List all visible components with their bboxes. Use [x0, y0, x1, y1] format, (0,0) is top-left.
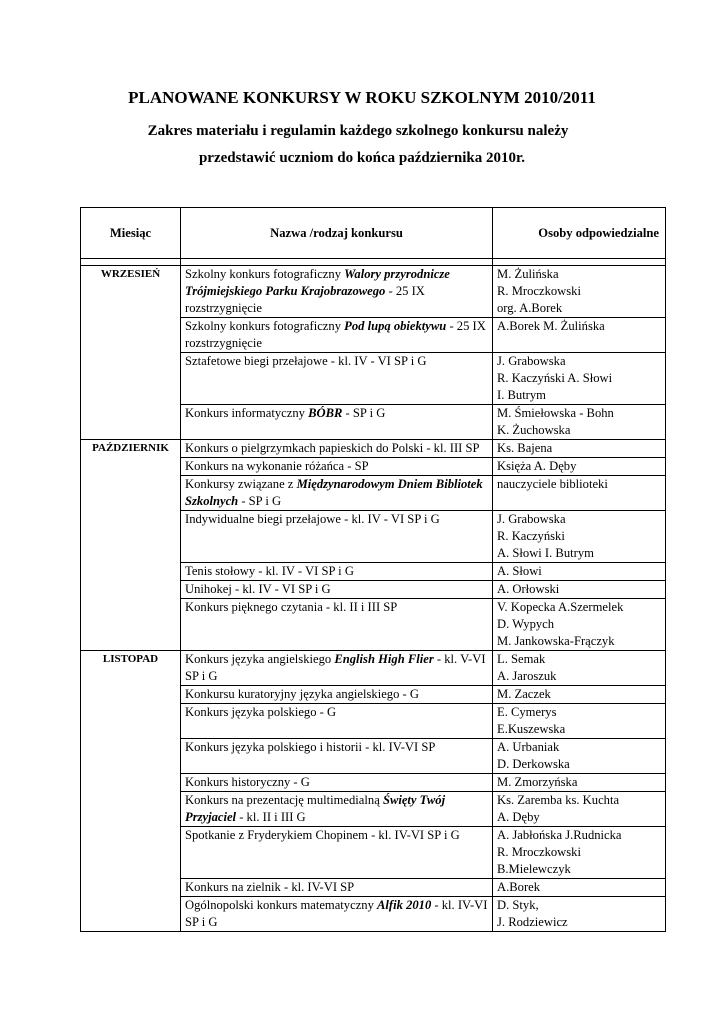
responsible-person: A. Dęby: [497, 810, 540, 824]
contest-title-emphasis: Święty Twój Przyjaciel: [185, 793, 446, 824]
responsible-person: A. Jabłońska J.Rudnicka: [497, 828, 622, 842]
contest-name-suffix: - SP i G: [238, 494, 282, 508]
responsible-person: M. Śmiełowska - Bohn: [497, 406, 614, 420]
contest-title-emphasis: English High Flier: [334, 652, 434, 666]
responsible-cell: [493, 879, 666, 897]
responsible-person: A.Borek: [497, 880, 541, 894]
subtitle-line-1: Zakres materiału i regulamin każdego szkolnego konkursu należy: [147, 123, 569, 139]
contest-name-cell: [181, 686, 493, 704]
responsible-cell: [493, 511, 666, 563]
contest-name-text: Konkursu kuratoryjny języka angielskiego - G: [185, 687, 419, 701]
responsible-person: D. Wypych: [497, 617, 555, 631]
contest-name-suffix: - kl. V-VI SP i G: [185, 652, 486, 683]
contest-name-cell: [181, 476, 493, 511]
responsible-person: Ks. Bajena: [497, 441, 553, 455]
contest-name-text: Konkurs na wykonanie różańca - SP: [185, 459, 369, 473]
responsible-cell: [493, 704, 666, 739]
responsible-person: R. Mroczkowski: [497, 845, 581, 859]
month-cell: LISTOPAD: [81, 651, 181, 932]
contest-name-suffix: - SP i G: [342, 406, 386, 420]
contest-name-suffix: - 25 IX rozstrzygnięcie: [185, 319, 486, 350]
contest-name-text: Konkurs na zielnik - kl. IV-VI SP: [185, 880, 355, 894]
contest-title-emphasis: BÓBR: [308, 406, 343, 420]
contest-name-cell: [181, 827, 493, 879]
responsible-person: J. Rodziewicz: [497, 915, 568, 929]
contest-title-emphasis: Międzynarodowym Dniem Bibliotek Szkolnych: [185, 477, 483, 508]
contest-title-emphasis: Alfik 2010: [377, 898, 432, 912]
contest-name-text: Konkurs historyczny - G: [185, 775, 310, 789]
responsible-person: M. Zmorzyńska: [497, 775, 578, 789]
contest-name-cell: [181, 739, 493, 774]
contest-name-cell: [181, 511, 493, 563]
contest-name-text: Konkurs informatyczny: [185, 406, 309, 420]
responsible-cell: [493, 651, 666, 686]
contest-name-text: Spotkanie z Fryderykiem Chopinem - kl. IV-VI SP i G: [185, 828, 460, 842]
responsible-person: J. Grabowska: [497, 354, 566, 368]
table-body: [81, 266, 666, 932]
responsible-person: nauczyciele biblioteki: [497, 477, 608, 491]
table-row: [81, 266, 666, 318]
responsible-person: M. Żulińska: [497, 267, 559, 281]
contest-name-cell: [181, 897, 493, 932]
header-spacer-row: [81, 259, 666, 266]
contest-plan-table: [80, 207, 666, 932]
contest-name-text: Sztafetowe biegi przełajowe - kl. IV - VI SP i G: [185, 354, 427, 368]
contest-name-cell: [181, 651, 493, 686]
responsible-cell: [493, 563, 666, 581]
contest-name-suffix: - kl. II i III G: [236, 810, 306, 824]
contest-name-cell: [181, 563, 493, 581]
contest-name-text: Ogólnopolski konkurs matematyczny: [185, 898, 378, 912]
contest-name-cell: [181, 318, 493, 353]
contest-name-cell: [181, 599, 493, 651]
contest-name-cell: [181, 704, 493, 739]
contest-name-cell: [181, 879, 493, 897]
contest-name-text: Unihokej - kl. IV - VI SP i G: [185, 582, 331, 596]
contest-name-cell: [181, 405, 493, 440]
responsible-cell: [493, 353, 666, 405]
responsible-person: M. Zaczek: [497, 687, 551, 701]
responsible-cell: [493, 266, 666, 318]
responsible-person: Księża A. Dęby: [497, 459, 577, 473]
table-header-row: [81, 208, 666, 259]
responsible-person: D. Derkowska: [497, 757, 570, 771]
contest-name-text: Konkurs języka polskiego - G: [185, 705, 337, 719]
responsible-person: org. A.Borek: [497, 301, 563, 315]
responsible-person: A.Borek M. Żulińska: [497, 319, 605, 333]
contest-name-cell: [181, 774, 493, 792]
responsible-person: A. Urbaniak: [497, 740, 560, 754]
responsible-cell: [493, 897, 666, 932]
responsible-cell: [493, 739, 666, 774]
contest-name-suffix: - 25 IX rozstrzygnięcie: [185, 284, 425, 315]
contest-name-suffix: - kl. IV-VI SP i G: [185, 898, 488, 929]
responsible-cell: [493, 686, 666, 704]
responsible-cell: [493, 405, 666, 440]
contest-name-text: Konkurs języka polskiego i historii - kl. IV-VI SP: [185, 740, 436, 754]
contest-name-cell: [181, 458, 493, 476]
page-title: PLANOWANE KONKURSY W ROKU SZKOLNYM 2010/2011: [128, 88, 596, 107]
responsible-cell: [493, 774, 666, 792]
responsible-cell: [493, 458, 666, 476]
responsible-person: E.Kuszewska: [497, 722, 566, 736]
responsible-person: A. Słowi: [497, 564, 542, 578]
header-contest-name: Nazwa /rodzaj konkursu: [181, 208, 493, 259]
responsible-cell: [493, 792, 666, 827]
responsible-cell: [493, 476, 666, 511]
responsible-person: M. Jankowska-Frączyk: [497, 634, 615, 648]
contest-name-text: Szkolny konkurs fotograficzny: [185, 267, 345, 281]
table-row: [81, 440, 666, 458]
header-month: Miesiąc: [81, 208, 181, 259]
contest-name-text: Konkurs o pielgrzymkach papieskich do Polski - kl. III SP: [185, 441, 480, 455]
responsible-person: I. Butrym: [497, 388, 546, 402]
month-cell: PAŹDZIERNIK: [81, 440, 181, 651]
responsible-person: R. Mroczkowski: [497, 284, 581, 298]
responsible-person: A. Jaroszuk: [497, 669, 557, 683]
contest-name-cell: [181, 792, 493, 827]
responsible-person: K. Żuchowska: [497, 423, 571, 437]
responsible-person: R. Kaczyński A. Słowi: [497, 371, 613, 385]
header-responsible: Osoby odpowiedzialne: [493, 208, 666, 259]
responsible-cell: [493, 827, 666, 879]
responsible-cell: [493, 318, 666, 353]
responsible-cell: [493, 581, 666, 599]
contest-name-text: Konkurs pięknego czytania - kl. II i III SP: [185, 600, 398, 614]
table-row: [81, 651, 666, 686]
contest-name-cell: [181, 581, 493, 599]
month-cell: WRZESIEŃ: [81, 266, 181, 440]
contest-title-emphasis: Walory przyrodnicze Trójmiejskiego Parku Krajobrazowego: [185, 267, 450, 298]
responsible-person: L. Semak: [497, 652, 546, 666]
contest-name-text: Konkurs na prezentację multimedialną: [185, 793, 383, 807]
contest-name-cell: [181, 266, 493, 318]
contest-name-text: Konkurs języka angielskiego: [185, 652, 335, 666]
responsible-cell: [493, 440, 666, 458]
responsible-person: D. Styk,: [497, 898, 539, 912]
contest-title-emphasis: Pod lupą obiektywu: [344, 319, 447, 333]
responsible-person: Ks. Zaremba ks. Kuchta: [497, 793, 620, 807]
contest-name-text: Konkursy związane z: [185, 477, 297, 491]
responsible-person: A. Słowi I. Butrym: [497, 546, 594, 560]
responsible-cell: [493, 599, 666, 651]
responsible-person: J. Grabowska: [497, 512, 566, 526]
responsible-person: V. Kopecka A.Szermelek: [497, 600, 624, 614]
responsible-person: R. Kaczyński: [497, 529, 565, 543]
contest-name-text: Tenis stołowy - kl. IV - VI SP i G: [185, 564, 354, 578]
responsible-person: E. Cymerys: [497, 705, 557, 719]
subtitle-line-2: przedstawić uczniom do końca października 2010r.: [198, 150, 526, 166]
contest-name-cell: [181, 353, 493, 405]
responsible-person: A. Orłowski: [497, 582, 560, 596]
contest-name-text: Szkolny konkurs fotograficzny: [185, 319, 345, 333]
contest-name-text: Indywidualne biegi przełajowe - kl. IV - VI SP i G: [185, 512, 440, 526]
responsible-person: B.Mielewczyk: [497, 862, 571, 876]
contest-name-cell: [181, 440, 493, 458]
